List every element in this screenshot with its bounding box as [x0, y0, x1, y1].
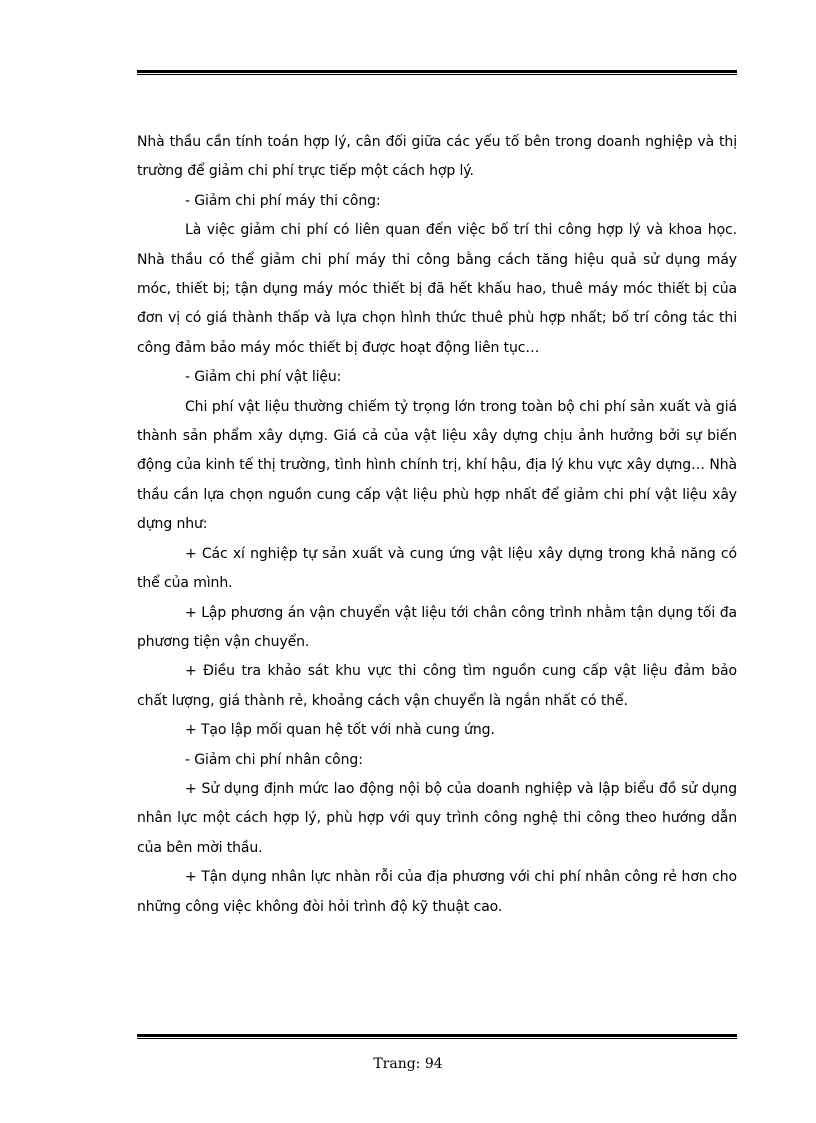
- list-item: + Tạo lập mối quan hệ tốt với nhà cung ứng.: [185, 722, 495, 739]
- paragraph: Là việc giảm chi phí có liên quan đến việc bố trí thi công hợp lý và khoa học. Nhà thầu có thể giảm chi phí máy thi công bằng cách tăng hiệu quả sử dụng máy móc, thiết bị; tận dụng máy móc thiết bị đã hết khấu hao, thuê máy móc thiết bị của đơn vị có giá thành thấp và lựa chọn hình thức thuê phù hợp nhất; bố trí công tác thi công đảm bảo máy móc thiết bị được hoạt động liên tục…: [137, 222, 737, 356]
- section-heading: - Giảm chi phí máy thi công:: [185, 192, 381, 209]
- list-item: + Điều tra khảo sát khu vực thi công tìm nguồn cung cấp vật liệu đảm bảo chất lượng, giá thành rẻ, khoảng cách vận chuyển là ngắn nhất có thể.: [137, 663, 737, 709]
- list-item: + Sử dụng định mức lao động nội bộ của doanh nghiệp và lập biểu đồ sử dụng nhân lực một cách hợp lý, phù hợp với quy trình công nghệ thi công theo hướng dẫn của bên mời thầu.: [137, 780, 737, 856]
- list-item: + Lập phương án vận chuyển vật liệu tới chân công trình nhằm tận dụng tối đa phương tiện vận chuyển.: [137, 604, 737, 650]
- document-body: [137, 128, 737, 922]
- section-heading: - Giảm chi phí vật liệu:: [185, 369, 342, 386]
- page-number: Trang: 94: [373, 1056, 443, 1072]
- list-item: + Tận dụng nhân lực nhàn rỗi của địa phương với chi phí nhân công rẻ hơn cho những công việc không đòi hỏi trình độ kỹ thuật cao.: [137, 869, 737, 915]
- section-heading: - Giảm chi phí nhân công:: [185, 751, 363, 768]
- header-rule: [137, 70, 737, 75]
- list-item: + Các xí nghiệp tự sản xuất và cung ứng vật liệu xây dựng trong khả năng có thể của mình.: [137, 545, 737, 592]
- paragraph: Nhà thầu cần tính toán hợp lý, cân đối giữa các yếu tố bên trong doanh nghiệp và thị trường để giảm chi phí trực tiếp một cách hợp lý.: [137, 134, 737, 180]
- paragraph: Chi phí vật liệu thường chiếm tỷ trọng lớn trong toàn bộ chi phí sản xuất và giá thành sản phẩm xây dựng. Giá cả của vật liệu xây dựng chịu ảnh hưởng bởi sự biến động của kinh tế thị trường, tình hình chính trị, khí hậu, địa lý khu vực xây dựng… Nhà thầu cần lựa chọn nguồn cung cấp vật liệu phù hợp nhất để giảm chi phí vật liệu xây dựng như:: [137, 398, 737, 533]
- footer-rule: [137, 1034, 737, 1039]
